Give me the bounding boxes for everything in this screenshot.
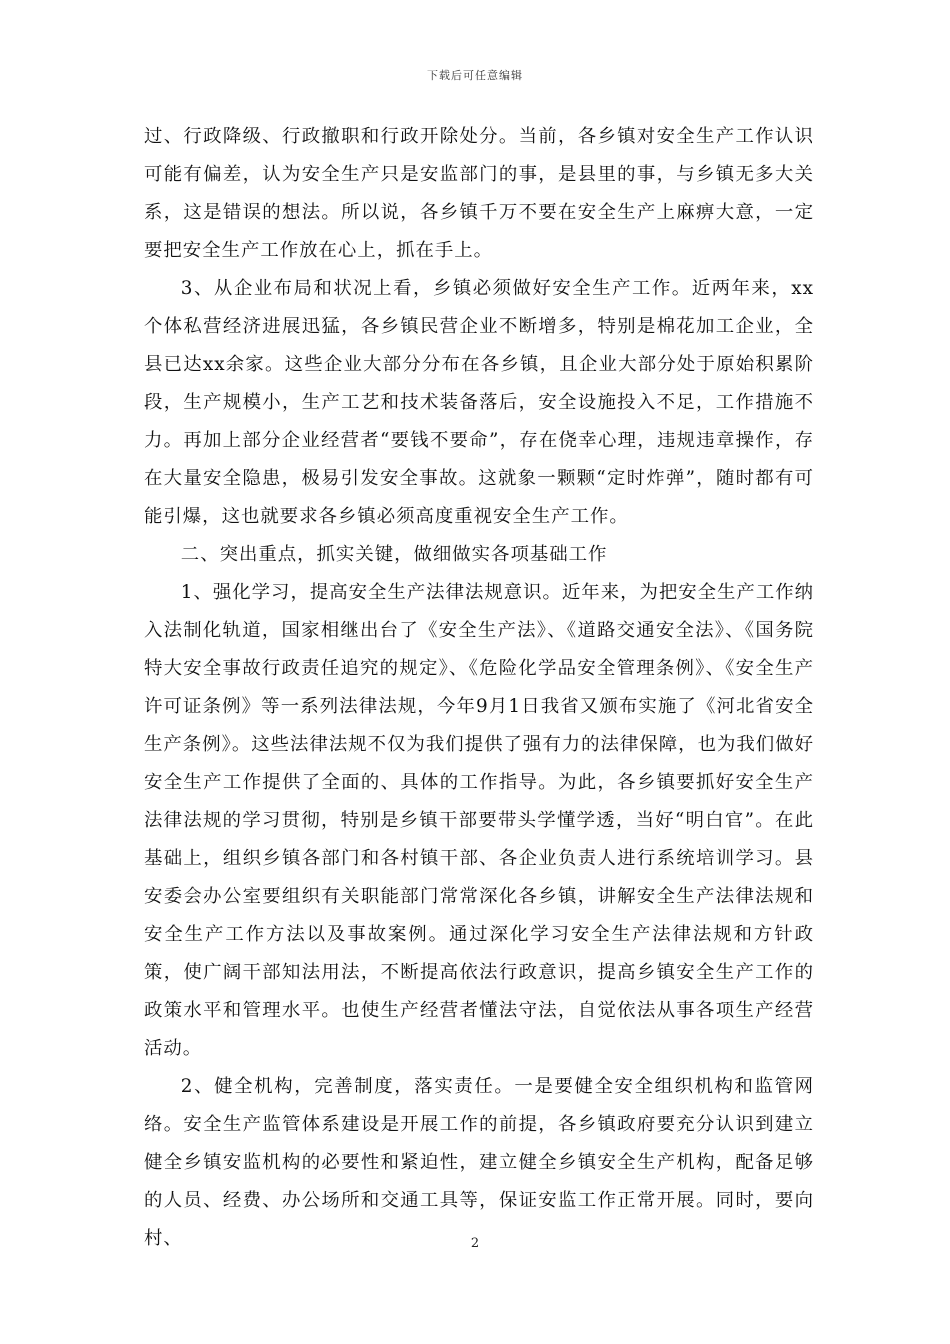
paragraph-point-1: 1、强化学习，提高安全生产法律法规意识。近年来，为把安全生产工作纳入法制化轨道，国家相继出台了《安全生产法》、《道路交通安全法》、《国务院特大安全事故行政责任追究的规定》、《危险化学品安全管理条例》、《安全生产许可证条例》等一系列法律法规，今年9月1日我省又颁布实施了《河北省安全生产条例》。这些法律法规不仅为我们提供了强有力的法律保障，也为我们做好安全生产工作提供了全面的、具体的工作指导。为此，各乡镇要抓好安全生产法律法规的学习贯彻，特别是乡镇干部要带头学懂学透，当好“明白官”。在此基础上，组织乡镇各部门和各村镇干部、各企业负责人进行系统培训学习。县安委会办公室要组织有关职能部门常常深化各乡镇，讲解安全生产法律法规和安全生产工作方法以及事故案例。通过深化学习安全生产法律法规和方针政策，使广阔干部知法用法，不断提高依法行政意识，提高乡镇安全生产工作的政策水平和管理水平。也使生产经营者懂法守法，自觉依法从事各项生产经营活动。 [144,582,814,1059]
page-header: 下载后可任意编辑 [427,69,523,82]
document-body [144,118,814,1258]
section-heading-two: 二、突出重点，抓实关键，做细做实各项基础工作 [180,544,608,565]
paragraph-continuation: 过、行政降级、行政撤职和行政开除处分。当前，各乡镇对安全生产工作认识可能有偏差，认为安全生产只是安监部门的事，是县里的事，与乡镇无多大关系，这是错误的想法。所以说，各乡镇千万不要在安全生产上麻痹大意，一定要把安全生产工作放在心上，抓在手上。 [144,126,814,261]
page-number: 2 [470,1236,480,1251]
paragraph-point-3: 3、从企业布局和状况上看，乡镇必须做好安全生产工作。近两年来，xx个体私营经济进展迅猛，各乡镇民营企业不断增多，特别是棉花加工企业，全县已达xx余家。这些企业大部分分布在各乡镇，且企业大部分处于原始积累阶段，生产规模小，生产工艺和技术装备落后，安全设施投入不足，工作措施不力。再加上部分企业经营者“要钱不要命”，存在侥幸心理，违规违章操作，存在大量安全隐患，极易引发安全事故。这就象一颗颗“定时炸弹”，随时都有可能引爆，这也就要求各乡镇必须高度重视安全生产工作。 [144,278,814,527]
paragraph-point-2: 2、健全机构，完善制度，落实责任。一是要健全安全组织机构和监管网络。安全生产监管体系建设是开展工作的前提，各乡镇政府要充分认识到建立健全乡镇安监机构的必要性和紧迫性，建立健全乡镇安全生产机构，配备足够的人员、经费、办公场所和交通工具等，保证安监工作正常开展。同时，要向村、 [144,1076,814,1249]
